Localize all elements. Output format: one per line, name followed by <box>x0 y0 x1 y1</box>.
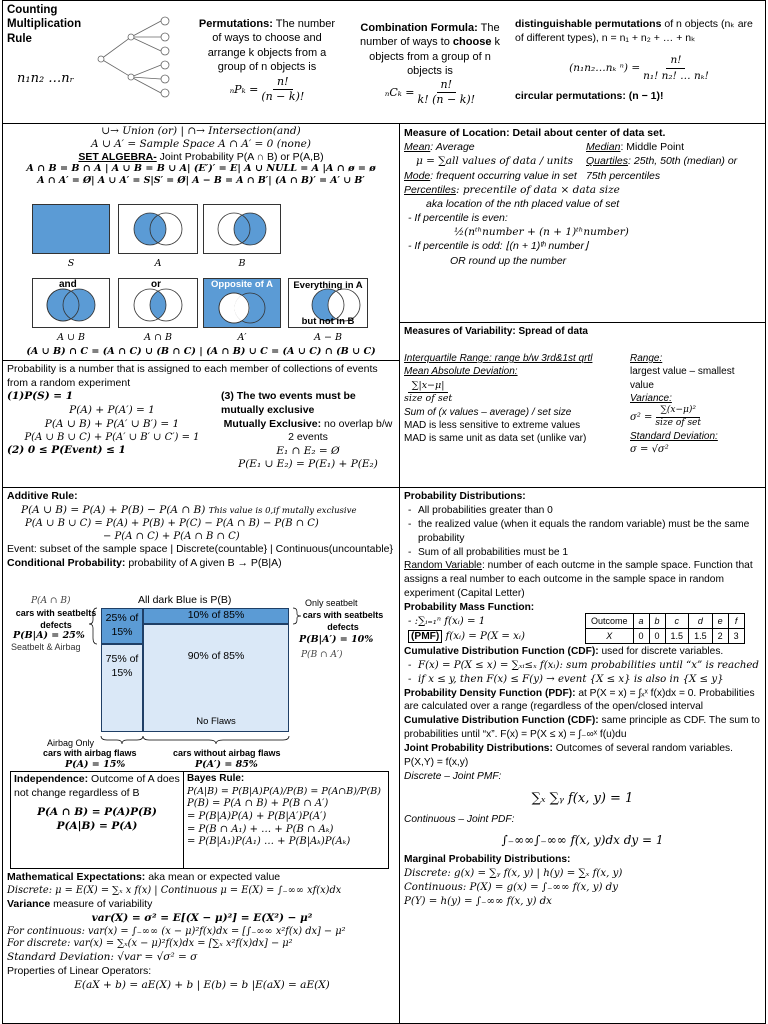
permutations-formula: ₙPₖ = $\frac{n!}{(n - k)!}$ <box>229 75 305 104</box>
pmf-table-cell: 1.5 <box>665 629 689 644</box>
bayes-box: Bayes Rule: P(A|B) = P(B|A)P(A)/P(B) = P(A∩B)/P(B) P(B) = P(A ∩ B) + P(B ∩ A′) = P(B|A)P(A) + P(B|A′)P(A′) = P(B ∩ A₁) + … + P(B ∩ Aₖ) = P(B|A₁)P(A₁) … + P(B|Aₖ)P(Aₖ) <box>183 771 389 869</box>
counting-box <box>2 0 766 124</box>
pmf-table-header-cell: f <box>728 613 744 628</box>
distributions-box: Probability Distributions: - All probabilities greater than 0 - the realized value (when it equals the random variable) must be the same probability - Sum of all probabilities must be 1 Random Variable: number of each outcme in the sample space. Function that assigns a real number to each outcome in the sample space in random experiment (Capital Letter) Probability Mass Function: - :∑ᵢ₌₁ⁿ f(xᵢ) = 1 (PMF) f(xᵢ) = P(X = xᵢ) Outcome a b c d e f X 0 0 1.5 1.5 2 3 Cumulative Distribution Function (CDF): used for discrete variables. - F(x) = P(X ≤ x) = ∑ₓᵢ≤ₓ f(xᵢ): sum probabilities until “x” is reached - if x ≤ y, then F(x) ≤ F(y) → event {X ≤ x} is also in {X ≤ y} Probability Density Function (PDF): at P(X = x) = ∫ₓˣ f(x)dx = 0. Probabilities are calculated over a range (regardless of the open/closed interval Cumulative Distribution Function (CDF): same principle as CDF. The sum to probabilities until “x”. F(x) = P(X ≤ x) = ∫₋∞ˣ f(u)du Joint Probability Distributions: Outcomes of several random variables. P(X,Y) = f(x,y) Discrete – Joint PMF: ∑ₓ ∑ᵧ f(x, y) = 1 Continuous – Joint PDF: ∫₋∞∞∫₋∞∞ f(x, y)dx dy = 1 Marginal Probability Distributions: Discrete: g(x) = ∑ᵧ f(x, y) | h(y) = ∑ₓ f(x, y) Continuous: P(X) = g(x) = ∫₋∞∞ f(x, y) dy P(Y) = h(y) = ∫₋∞∞ f(x, y) dx <box>399 487 766 1024</box>
probability-box: Probability is a number that is assigned to each member of collections of events from a random experiment (1)P(S) = 1 P(A) + P(A′) = 1 P(A ∪ B) + P(A′ ∪ B′) = 1 P(A ∪ B ∪ C) + P(A′ ∪ B′ ∪ C′) = 1 (2) 0 ≤ P(Event) ≤ 1 (3) The two events must be mutually exclusive Mutually Exclusive: no overlap b/w 2 events E₁ ∩ E₂ = Ø P(E₁ ∪ E₂) = P(E₁) + P(E₂) <box>2 360 400 488</box>
pmf-table-header-cell: b <box>649 613 665 628</box>
pmf-table-header-cell: Outcome <box>586 613 634 628</box>
conditional-diagram: All dark Blue is P(B) P(A ∩ B) cars with seatbelts defects P(B|A) = 25% Seatbelt & Airbag Only seatbelt cars with seatbelts defects P(B|A′) = 10% P(B ∩ A′) 25% of 15% 10% of 85% 75% of 15% 90% of 85% No Flaws Airbag Only cars with airbag flaws P(A) = 15% cars without airbag flaws P(A′) = 85% <box>3 594 399 770</box>
distinguishable-block: distinguishable permutations of n objects (nₖ are of different types), n = n₁ + n₂ + … + nₖ (n₁n₂…nₖ ⁿ) = $\frac{n!}{\text{n₁! n₂! … nₖ!}}$ circular permutations: (n − 1)! <box>515 17 763 103</box>
venn-b <box>203 204 281 254</box>
pmf-table-header-cell: e <box>712 613 728 628</box>
pmf-table-cell: 3 <box>728 629 744 644</box>
pmf-table-header-cell: d <box>689 613 713 628</box>
distributive-law: (A ∪ B) ∩ C = (A ∩ C) ∪ (B ∩ C) | (A ∩ B) ∪ C = (A ∪ C) ∩ (B ∪ C) <box>26 346 376 357</box>
cell-seat-only: 10% of 85% <box>143 608 289 624</box>
additive-box: Additive Rule: P(A ∪ B) = P(A) + P(B) − P(A ∩ B) This value is 0,if mutally exclusive P(A ∪ B ∪ C) = P(A) + P(B) + P(C) − P(A ∩ B) − P(B ∩ C) − P(A ∩ C) + P(A ∩ B ∩ C) Event: subset of the sample space | Discrete(countable} | Continuous(uncountable} Conditional Probability: probability of A given B → P(B|A) All dark Blue is P(B) P(A ∩ B) cars with seatbelts defects P(B|A) = 25% Seatbelt & Airbag Only seatbelt cars with seatbelts defects P(B|A′) = 10% P(B ∩ A′) 25% of 15% 10% of 85% 75% of 15% 90% of 85% No Flaws Airbag Only cars with airbag flaws P(A) = 15% cars without airbag flaws P(A′) = 85% Independence: Outcome of A does not change regardless of B P(A ∩ B) = P(A)P(B) P(A|B) = P(A) Bayes Rule: P(A|B) = P(B|A)P(A)/P(B) = P(A∩B)/P(B) P(B) = P(A ∩ B) + P(B ∩ A′) = P(B|A)P(A) + P(B|A′)P(A′) = P(B ∩ A₁) + … + P(B ∩ Aₖ) = P(B|A₁)P(A₁) … + P(B|Aₖ)P(Aₖ) Mathematical Expectations: aka mean or expected value Discrete: μ = E(X) = ∑ₓ x f(x) | Continuous μ = E(X) = ∫₋∞∞ xf(x)dx Variance measure of variability var(X) = σ² = E[(X − μ)²] = E(X²) − μ² For continuous: var(x) = ∫₋∞∞ (x − μ)²f(x)dx = [∫₋∞∞ x²f(x) dx] − μ² For discrete: var(x) = ∑ₓ(x − μ)²f(x)dx = [∑ₓ x²f(x)dx] − μ² Standard Deviation: √var = √σ² = σ Properties of Linear Operators: E(aX + b) = aE(X) + b | E(b) = b |E(aX) = aE(X) <box>2 487 400 1024</box>
permutations-text: The number of ways to choose and arrange k objects from a group of n objects is <box>207 18 336 73</box>
cell-air-only: 75% of 15% <box>101 644 143 732</box>
circular-permutations: circular permutations: (n − 1)! <box>515 89 664 102</box>
pmf-table-header-cell: c <box>665 613 689 628</box>
independence-box: Independence: Outcome of A does not change regardless of B P(A ∩ B) = P(A)P(B) P(A|B) = P(A) <box>10 771 184 869</box>
permutations-head: Permutations: <box>198 18 273 30</box>
tree-diagram <box>95 13 191 103</box>
location-box: Measure of Location: Detail about center of data set. Mean: Average μ = ∑all values of data / units Mode: frequent occurring value in set Median: Middle Point Quartiles: 25th, 50th (median) or 75th percentiles Percentiles: precentile of data × data size aka location of the nth placed value of set - If percentile is even: ½(nᵗʰnumber + (n + 1)ᵗʰnumber) - If percentile is odd: ⌊(n + 1)ᵗʰ number⌋ OR round up the number <box>399 123 766 323</box>
pmf-table <box>585 613 745 644</box>
pmf-table-header-cell: a <box>633 613 649 628</box>
distribution-rules: - All probabilities greater than 0 - the realized value (when it equals the random variable) must be the same probability - Sum of all probabilities must be 1 <box>404 504 761 560</box>
pmf-table-cell: X <box>586 629 634 644</box>
permutations-block <box>193 17 341 105</box>
counting-title: Counting Multiplication Rule <box>7 4 82 45</box>
expectations-block: Mathematical Expectations: aka mean or expected value Discrete: μ = E(X) = ∑ₓ x f(x) | Continuous μ = E(X) = ∫₋∞∞ xf(x)dx Variance measure of variability var(X) = σ² = E[(X − μ)²] = E(X²) − μ² For continuous: var(x) = ∫₋∞∞ (x − μ)²f(x)dx = [∫₋∞∞ x²f(x) dx] − μ² For discrete: var(x) = ∑ₓ(x − μ)²f(x)dx = [∑ₓ x²f(x)dx] − μ² Standard Deviation: √var = √σ² = σ Properties of Linear Operators: E(aX + b) = aE(X) + b | E(b) = b |E(aX) = aE(X) <box>7 871 346 992</box>
variability-box: Measures of Variability: Spread of data Interquartile Range: range b/w 3rd&1st qrtl Mean Absolute Deviation: ∑|x−μ| size of set Sum of (x values – average) / set size MAD is less sensitive to extreme values MAD is same unit as data set (unlike var) Range: largest value – smallest value Variance: σ² = ∑(x−μ)² size of set Standard Deviation: σ = √σ² <box>399 322 766 488</box>
pmf-table-cell: 2 <box>712 629 728 644</box>
cell-seat-air: 25% of 15% <box>101 608 143 644</box>
sets-box: ∪→ Union (or) | ∩→ Intersection(and) A ∪ A′ = Sample Space A ∩ A′ = 0 (none) SET ALGEBRA- Joint Probability P(A ∩ B) or P(A,B) A ∩ B = B ∩ A | A ∪ B = B ∪ A| (E′)′ = E| A ∪ NULL = A |A ∩ ø = ø A ∩ A′ = Ø| A ∪ A′ = S|S′ = Ø| A − B = A ∩ B′| (A ∩ B)′ = A′ ∪ B′ S A B and A ∪ B or A ∩ B Opposite of A A′ Everything in A but not in B A − B (A ∪ B) ∩ C = (A ∩ C) ∪ (B ∩ C) | (A ∩ B) ∪ C = (A ∪ C) ∩ (B ∪ C) <box>2 123 400 361</box>
pmf-table-cell: 0 <box>633 629 649 644</box>
venn-s <box>32 204 110 254</box>
pmf-table-cell: 0 <box>649 629 665 644</box>
pmf-table-cell: 1.5 <box>689 629 713 644</box>
combination-block: Combination Formula: The number of ways to choose k objects from a group of n objects is ₙCₖ = $\frac{n!}{k! (n - k)!}$ <box>359 22 500 107</box>
venn-a <box>118 204 198 254</box>
counting-formula: n₁n₂ …nᵣ <box>17 71 75 86</box>
